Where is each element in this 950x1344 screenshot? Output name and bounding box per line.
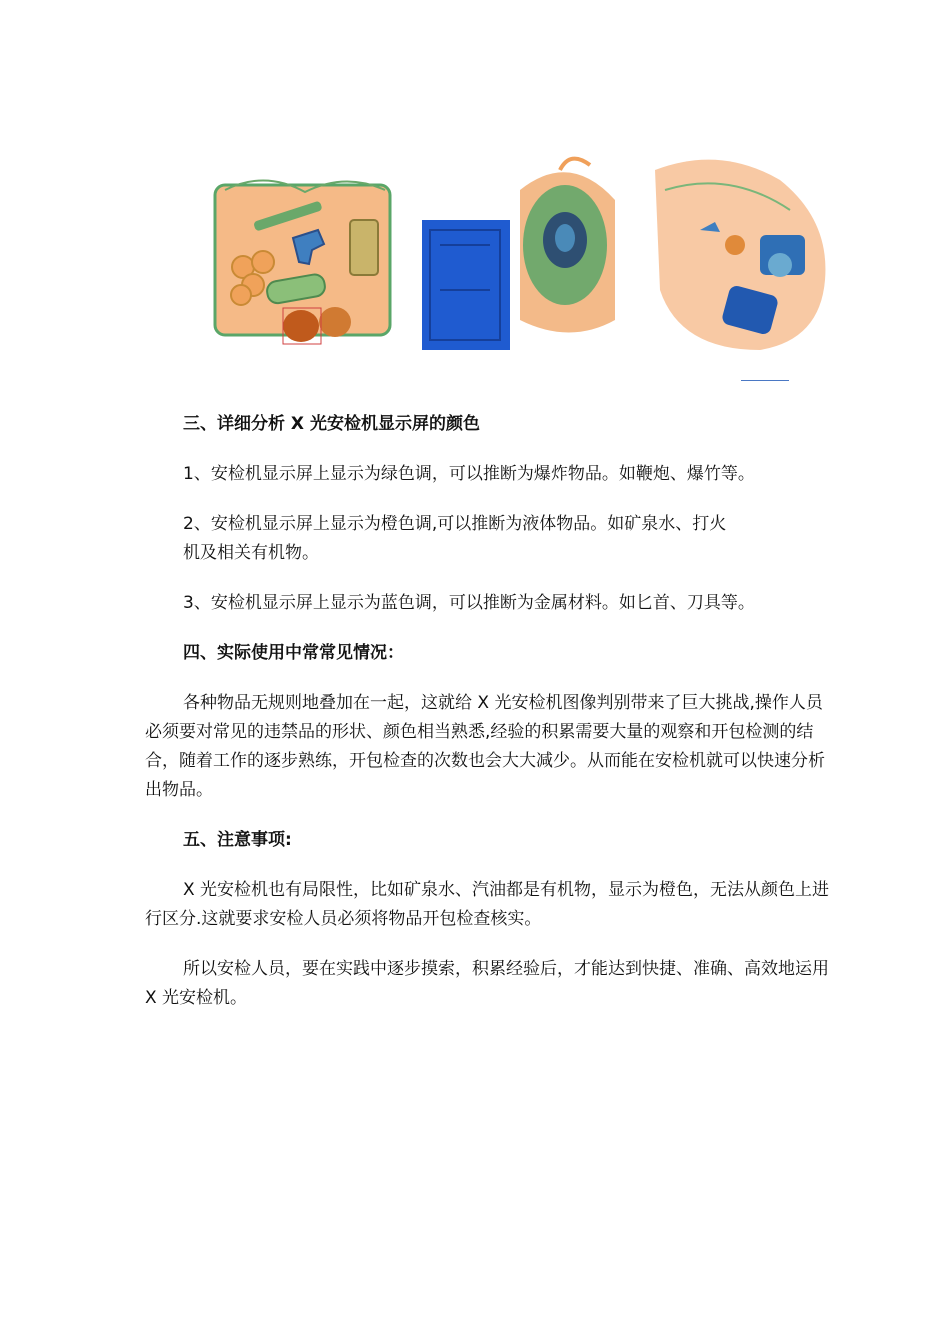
section-3-heading: 三、详细分析 X 光安检机显示屏的颜色 [183, 414, 480, 434]
xray-luggage-image-1 [205, 150, 400, 350]
caption-underline [741, 380, 789, 381]
section-3-item-2-line-2: 机及相关有机物。 [183, 543, 319, 563]
section-5-paragraph-2: 所以安检人员，要在实践中逐步摸索，积累经验后，才能达到快捷、准确、高效地运用 X 光安检机。 [145, 959, 829, 1008]
section-5-heading: 五、注意事项: [183, 830, 292, 850]
xray-luggage-image-2 [420, 150, 620, 355]
xray-luggage-image-3 [640, 150, 835, 360]
document-body [145, 410, 835, 1034]
section-3-item-1: 1、安检机显示屏上显示为绿色调，可以推断为爆炸物品。如鞭炮、爆竹等。 [183, 464, 755, 484]
xray-image-strip [205, 150, 835, 365]
section-4-paragraph: 各种物品无规则地叠加在一起，这就给 X 光安检机图像判别带来了巨大挑战,操作人员必须要对常见的违禁品的形状、颜色相当熟悉,经验的积累需要大量的观察和开包检测的结合，随着工作的逐步熟练，开包检查的次数也会大大减少。从而能在安检机就可以快速分析出物品。 [145, 693, 825, 800]
section-3-item-2-line-1: 2、安检机显示屏上显示为橙色调,可以推断为液体物品。如矿泉水、打火 [183, 514, 727, 534]
section-5-paragraph-1: X 光安检机也有局限性，比如矿泉水、汽油都是有机物，显示为橙色，无法从颜色上进行区分.这就要求安检人员必须将物品开包检查核实。 [145, 880, 830, 929]
section-3-item-3: 3、安检机显示屏上显示为蓝色调，可以推断为金属材料。如匕首、刀具等。 [183, 593, 755, 613]
section-4-heading: 四、实际使用中常常见情况： [183, 643, 404, 663]
